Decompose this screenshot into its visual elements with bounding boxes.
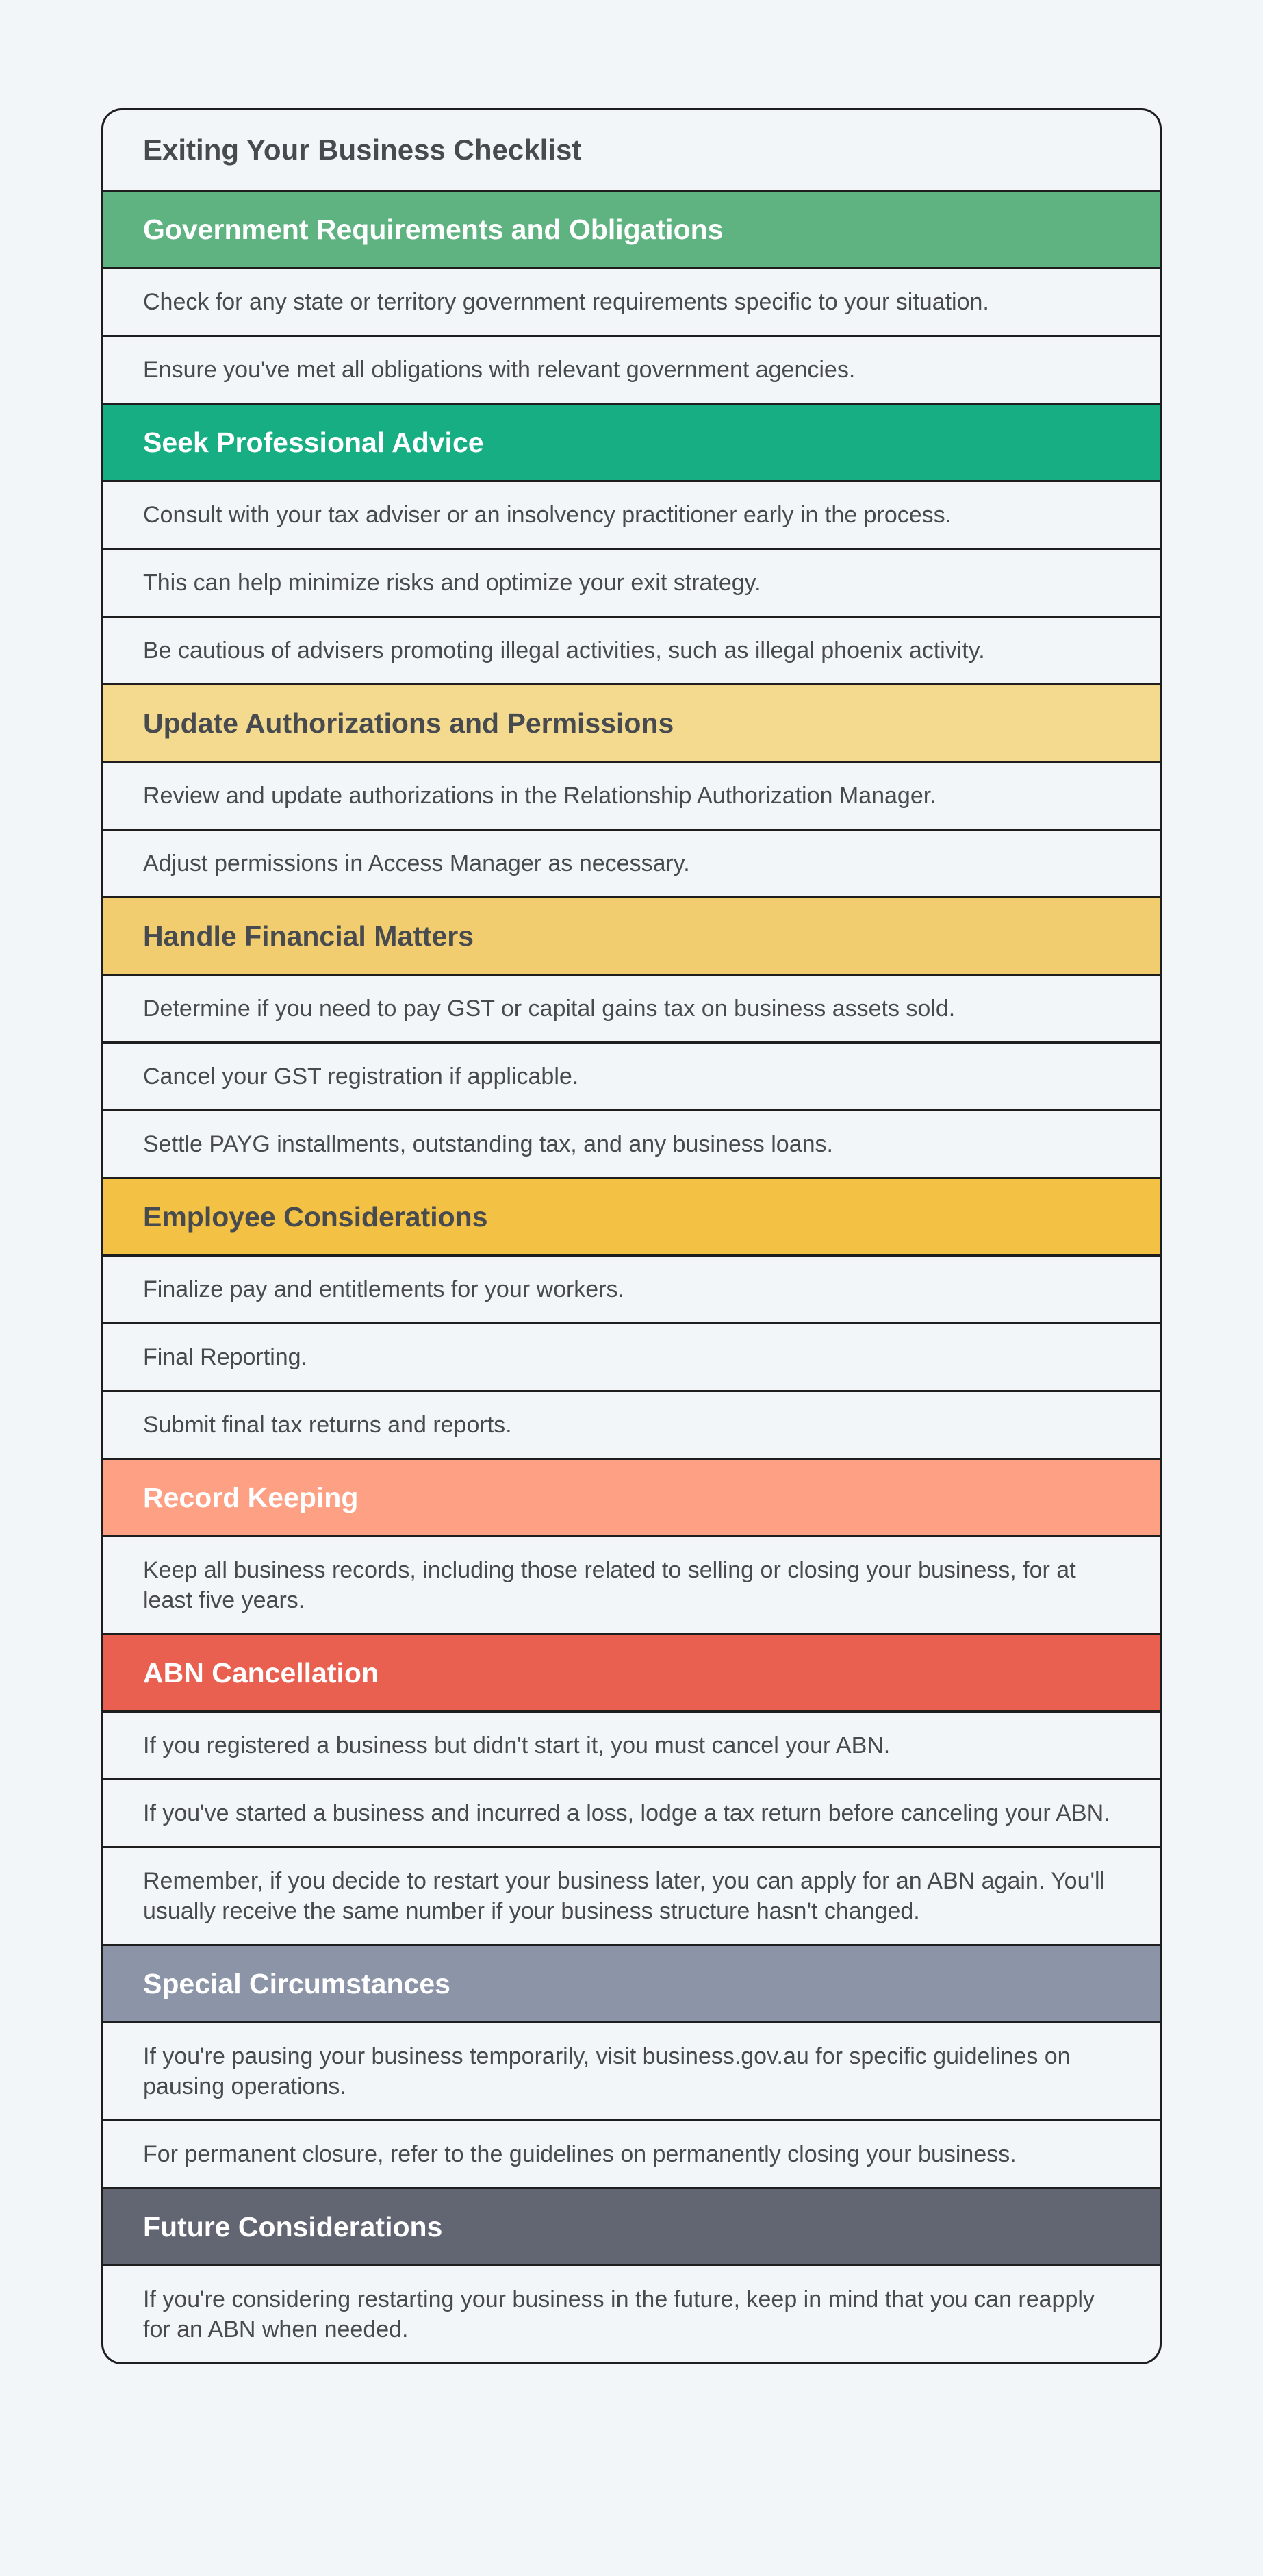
section-header: Seek Professional Advice: [103, 403, 1160, 480]
checklist-item: Keep all business records, including those related to selling or closing your business, for at least five years.: [103, 1535, 1160, 1633]
checklist-item: Adjust permissions in Access Manager as necessary.: [103, 829, 1160, 896]
checklist-item: Be cautious of advisers promoting illegal activities, such as illegal phoenix activity.: [103, 616, 1160, 683]
checklist-item: Cancel your GST registration if applicable.: [103, 1041, 1160, 1109]
section-header: Handle Financial Matters: [103, 896, 1160, 974]
checklist-item: Submit final tax returns and reports.: [103, 1390, 1160, 1458]
checklist-item: If you've started a business and incurred a loss, lodge a tax return before canceling your ABN.: [103, 1778, 1160, 1846]
checklist-item: Final Reporting.: [103, 1322, 1160, 1390]
section-header: Future Considerations: [103, 2187, 1160, 2264]
section-header: Record Keeping: [103, 1458, 1160, 1535]
sections-container: [103, 190, 1160, 2362]
checklist-item: Review and update authorizations in the Relationship Authorization Manager.: [103, 761, 1160, 829]
checklist-item: For permanent closure, refer to the guidelines on permanently closing your business.: [103, 2119, 1160, 2187]
checklist-item: This can help minimize risks and optimize your exit strategy.: [103, 548, 1160, 616]
checklist-item: Settle PAYG installments, outstanding tax, and any business loans.: [103, 1109, 1160, 1177]
section-header: Special Circumstances: [103, 1944, 1160, 2021]
section-header: Government Requirements and Obligations: [103, 190, 1160, 267]
checklist-card: [101, 108, 1162, 2364]
checklist-item: Determine if you need to pay GST or capital gains tax on business assets sold.: [103, 974, 1160, 1041]
checklist-title: Exiting Your Business Checklist: [143, 134, 582, 166]
section-header: Employee Considerations: [103, 1177, 1160, 1254]
checklist-item: If you're considering restarting your business in the future, keep in mind that you can reapply for an ABN when needed.: [103, 2264, 1160, 2362]
checklist-item: If you registered a business but didn't start it, you must cancel your ABN.: [103, 1710, 1160, 1778]
checklist-item: Consult with your tax adviser or an insolvency practitioner early in the process.: [103, 480, 1160, 548]
checklist-item: Remember, if you decide to restart your business later, you can apply for an ABN again. You'll usually receive the same number if your business structure hasn't changed.: [103, 1846, 1160, 1944]
section-header: ABN Cancellation: [103, 1633, 1160, 1710]
checklist-item: Finalize pay and entitlements for your workers.: [103, 1254, 1160, 1322]
checklist-item: Ensure you've met all obligations with relevant government agencies.: [103, 335, 1160, 403]
checklist-item: If you're pausing your business temporarily, visit business.gov.au for specific guidelines on pausing operations.: [103, 2021, 1160, 2119]
section-header: Update Authorizations and Permissions: [103, 683, 1160, 761]
checklist-item: Check for any state or territory government requirements specific to your situation.: [103, 267, 1160, 335]
